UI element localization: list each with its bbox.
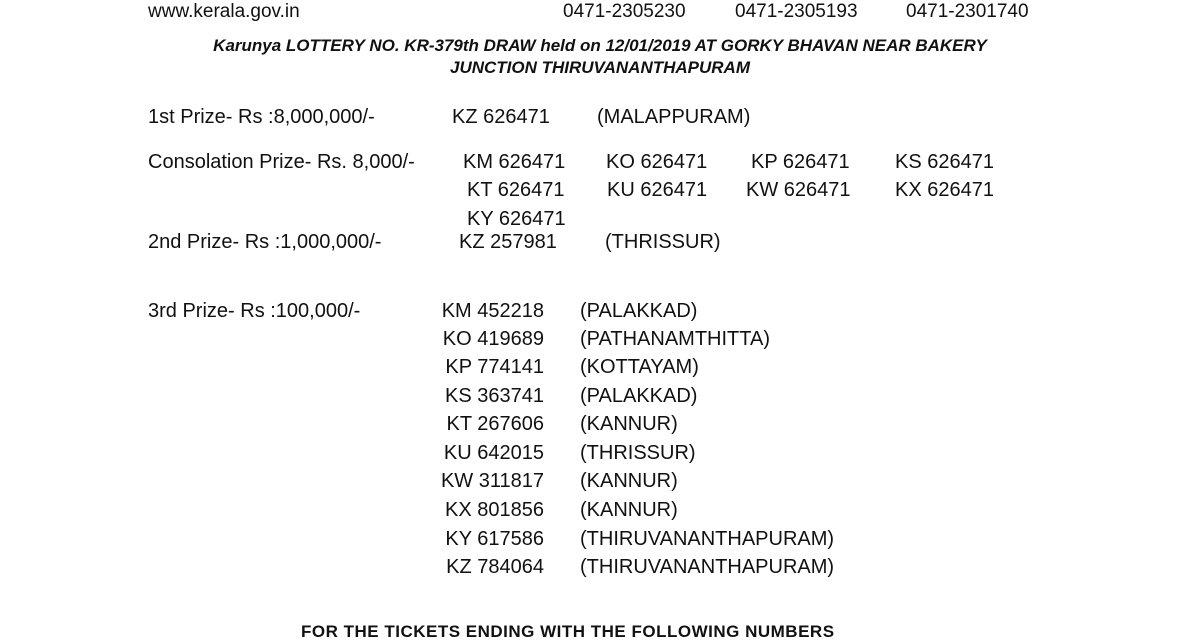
second-prize-label: 2nd Prize- Rs :1,000,000/- [148, 231, 382, 253]
consolation-ticket: KU 626471 [607, 179, 708, 201]
phone-number-1: 0471-2305230 [563, 1, 686, 22]
third-prize-place: (THIRUVANANTHAPURAM) [580, 556, 835, 578]
consolation-ticket: KY 626471 [467, 208, 566, 230]
third-prize-ticket: KT 267606 [446, 413, 544, 435]
third-prize-place: (KANNUR) [580, 413, 678, 435]
third-prize-ticket: KZ 784064 [446, 556, 544, 578]
third-prize-ticket: KU 642015 [443, 442, 544, 464]
phone-number-3: 0471-2301740 [906, 1, 1029, 22]
third-prize-place: (KOTTAYAM) [580, 356, 699, 378]
third-prize-label: 3rd Prize- Rs :100,000/- [148, 300, 361, 322]
document-title-line-2: JUNCTION THIRUVANANTHAPURAM [449, 58, 750, 77]
consolation-ticket: KW 626471 [746, 179, 851, 201]
third-prize-place: (PALAKKAD) [580, 300, 698, 322]
website-link[interactable]: www.kerala.gov.in [148, 1, 300, 22]
consolation-ticket: KT 626471 [467, 179, 565, 201]
third-prize-ticket: KP 774141 [445, 356, 544, 378]
consolation-ticket: KS 626471 [895, 151, 994, 173]
third-prize-place: (PATHANAMTHITTA) [580, 328, 770, 350]
consolation-ticket: KX 626471 [895, 179, 994, 201]
third-prize-place: (THIRUVANANTHAPURAM) [580, 528, 835, 550]
third-prize-ticket: KW 311817 [440, 470, 544, 492]
third-prize-place: (PALAKKAD) [580, 385, 698, 407]
section-heading-cut-off: FOR THE TICKETS ENDING WITH THE FOLLOWING NUMBERS [301, 622, 835, 641]
document-title-line-1: Karunya LOTTERY NO. KR-379th DRAW held on 12/01/2019 AT GORKY BHAVAN NEAR BAKERY [213, 36, 987, 55]
consolation-prize-label: Consolation Prize- Rs. 8,000/- [148, 151, 415, 173]
first-prize-place: (MALAPPURAM) [597, 106, 751, 128]
first-prize-label: 1st Prize- Rs :8,000,000/- [148, 106, 375, 128]
third-prize-ticket: KY 617586 [445, 528, 544, 550]
second-prize-ticket: KZ 257981 [459, 231, 557, 253]
second-prize-place: (THRISSUR) [605, 231, 721, 253]
third-prize-ticket: KO 419689 [442, 328, 544, 350]
consolation-ticket: KM 626471 [463, 151, 566, 173]
consolation-ticket: KO 626471 [606, 151, 708, 173]
third-prize-ticket: KX 801856 [445, 499, 544, 521]
third-prize-place: (THRISSUR) [580, 442, 696, 464]
third-prize-place: (KANNUR) [580, 470, 678, 492]
consolation-ticket: KP 626471 [751, 151, 850, 173]
third-prize-ticket: KS 363741 [445, 385, 544, 407]
third-prize-place: (KANNUR) [580, 499, 678, 521]
third-prize-ticket: KM 452218 [441, 300, 544, 322]
first-prize-ticket: KZ 626471 [452, 106, 550, 128]
phone-number-2: 0471-2305193 [735, 1, 858, 22]
